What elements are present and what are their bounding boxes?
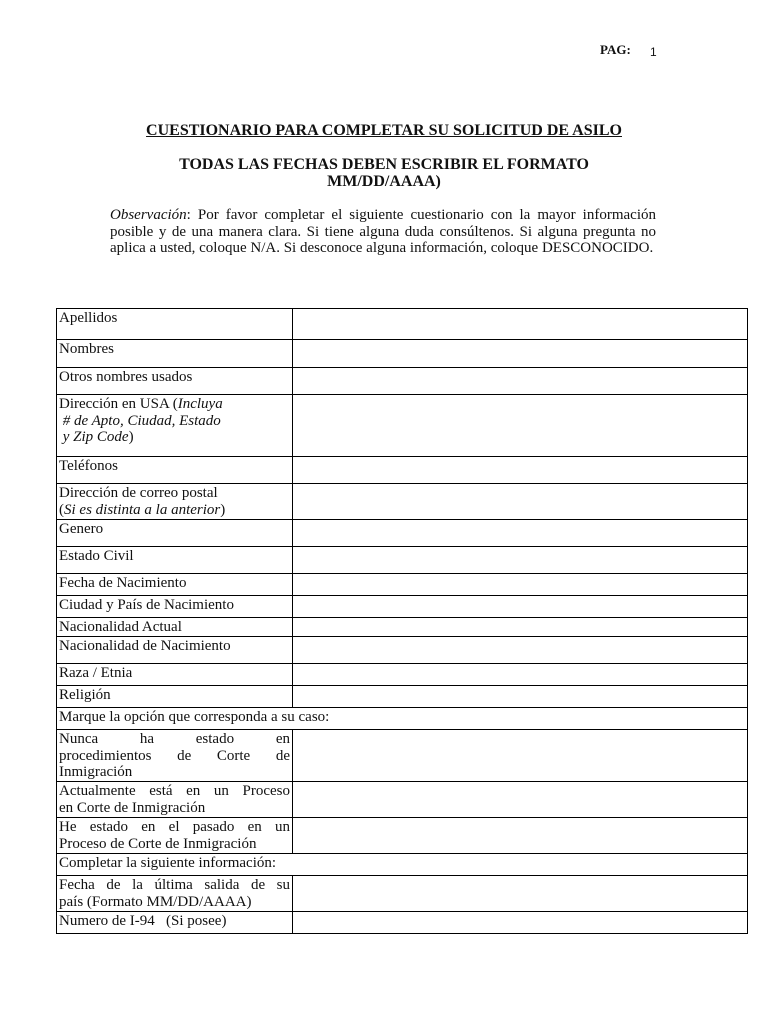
direccion-italic-3: y Zip Code — [59, 429, 129, 445]
table-row — [57, 484, 748, 520]
direccion-text: Dirección en USA ( — [59, 396, 178, 412]
document-title: CUESTIONARIO PARA COMPLETAR SU SOLICITUD DE ASILO — [146, 122, 622, 139]
nunca-line-3: Inmigración — [59, 764, 133, 780]
input-raza[interactable] — [293, 664, 748, 686]
section-marque-opcion: Marque la opción que corresponda a su caso: — [57, 708, 748, 730]
input-ultima-salida[interactable] — [293, 876, 748, 912]
table-row — [57, 457, 748, 484]
table-row — [57, 912, 748, 934]
input-otros-nombres[interactable] — [293, 368, 748, 395]
input-direccion-usa[interactable] — [293, 395, 748, 457]
correo-close: ) — [220, 501, 226, 518]
asylum-questionnaire-table — [56, 308, 748, 934]
input-nacionalidad-nacimiento[interactable] — [293, 637, 748, 664]
table-row — [57, 395, 748, 457]
subtitle-line-1: TODAS LAS FECHAS DEBEN ESCRIBIR EL FORMATO — [179, 156, 589, 173]
input-genero[interactable] — [293, 520, 748, 547]
observation-label: Observación — [110, 207, 187, 223]
table-row — [57, 730, 748, 782]
label-otros-nombres: Otros nombres usados — [57, 368, 293, 395]
option-nunca-corte[interactable] — [293, 730, 748, 782]
input-estado-civil[interactable] — [293, 547, 748, 574]
table-row — [57, 876, 748, 912]
table-row — [57, 664, 748, 686]
table-row — [57, 368, 748, 395]
ultima-salida-line-1: Fecha de la última salida de su — [59, 877, 290, 893]
label-actualmente-corte — [57, 782, 293, 818]
label-religion: Religión — [57, 686, 293, 708]
label-genero: Genero — [57, 520, 293, 547]
nunca-line-2: procedimientos de Corte de — [59, 747, 290, 764]
pasado-line-1: He estado en el pasado en un — [59, 819, 290, 835]
label-ultima-salida — [57, 876, 293, 912]
label-raza: Raza / Etnia — [57, 664, 293, 686]
table-row — [57, 782, 748, 818]
label-fecha-nacimiento: Fecha de Nacimiento — [57, 574, 293, 596]
page-header — [600, 42, 657, 59]
pasado-line-2: Proceso de Corte de Inmigración — [59, 835, 257, 852]
label-nunca-corte — [57, 730, 293, 782]
page-number: 1 — [650, 45, 657, 59]
input-correo-postal[interactable] — [293, 484, 748, 520]
label-nombres: Nombres — [57, 340, 293, 368]
label-nacionalidad-nacimiento: Nacionalidad de Nacimiento — [57, 637, 293, 664]
label-ciudad-pais: Ciudad y País de Nacimiento — [57, 596, 293, 618]
observation-paragraph — [110, 207, 656, 257]
table-row — [57, 818, 748, 854]
input-fecha-nacimiento[interactable] — [293, 574, 748, 596]
nunca-line-1: Nunca ha estado en — [59, 731, 290, 747]
label-correo-postal — [57, 484, 293, 520]
input-nombres[interactable] — [293, 340, 748, 368]
table-row — [57, 854, 748, 876]
page-label: PAG: — [600, 42, 631, 57]
table-row — [57, 520, 748, 547]
label-direccion-usa — [57, 395, 293, 457]
label-apellidos: Apellidos — [57, 309, 293, 340]
label-pasado-corte — [57, 818, 293, 854]
table-row — [57, 637, 748, 664]
label-telefonos: Teléfonos — [57, 457, 293, 484]
label-estado-civil: Estado Civil — [57, 547, 293, 574]
input-i94[interactable] — [293, 912, 748, 934]
input-ciudad-pais[interactable] — [293, 596, 748, 618]
label-nacionalidad-actual: Nacionalidad Actual — [57, 618, 293, 637]
input-apellidos[interactable] — [293, 309, 748, 340]
input-telefonos[interactable] — [293, 457, 748, 484]
option-pasado-corte[interactable] — [293, 818, 748, 854]
subtitle-line-2: MM/DD/AAAA) — [327, 173, 441, 190]
ultima-salida-line-2: país (Formato MM/DD/AAAA) — [59, 893, 252, 910]
direccion-italic-1: Incluya — [177, 396, 223, 412]
table-row — [57, 708, 748, 730]
direccion-close: ) — [128, 429, 134, 445]
label-i94: Numero de I-94 (Si posee) — [57, 912, 293, 934]
table-row — [57, 596, 748, 618]
actualmente-line-2: en Corte de Inmigración — [59, 799, 206, 816]
input-nacionalidad-actual[interactable] — [293, 618, 748, 637]
table-row — [57, 309, 748, 340]
actualmente-line-1: Actualmente está en un Proceso — [59, 783, 290, 799]
observation-text: : Por favor completar el siguiente cuestionario con la mayor información posible y de una manera clara. Si tiene alguna duda consúltenos. Si alguna pregunta no aplica a usted, coloque N/A. Si desconoce alguna información, coloque DESCONOCIDO. — [110, 207, 656, 256]
table-row — [57, 547, 748, 574]
table-row — [57, 686, 748, 708]
section-completar-informacion: Completar la siguiente información: — [57, 854, 748, 876]
table-row — [57, 574, 748, 596]
correo-italic: Si es distinta a la anterior — [64, 501, 221, 518]
table-row — [57, 340, 748, 368]
direccion-italic-2: # de Apto, Ciudad, Estado — [59, 412, 221, 429]
correo-open: ( — [59, 501, 64, 518]
correo-text: Dirección de correo postal — [59, 485, 218, 501]
option-actualmente-corte[interactable] — [293, 782, 748, 818]
input-religion[interactable] — [293, 686, 748, 708]
table-row — [57, 618, 748, 637]
document-subtitle — [0, 156, 768, 190]
